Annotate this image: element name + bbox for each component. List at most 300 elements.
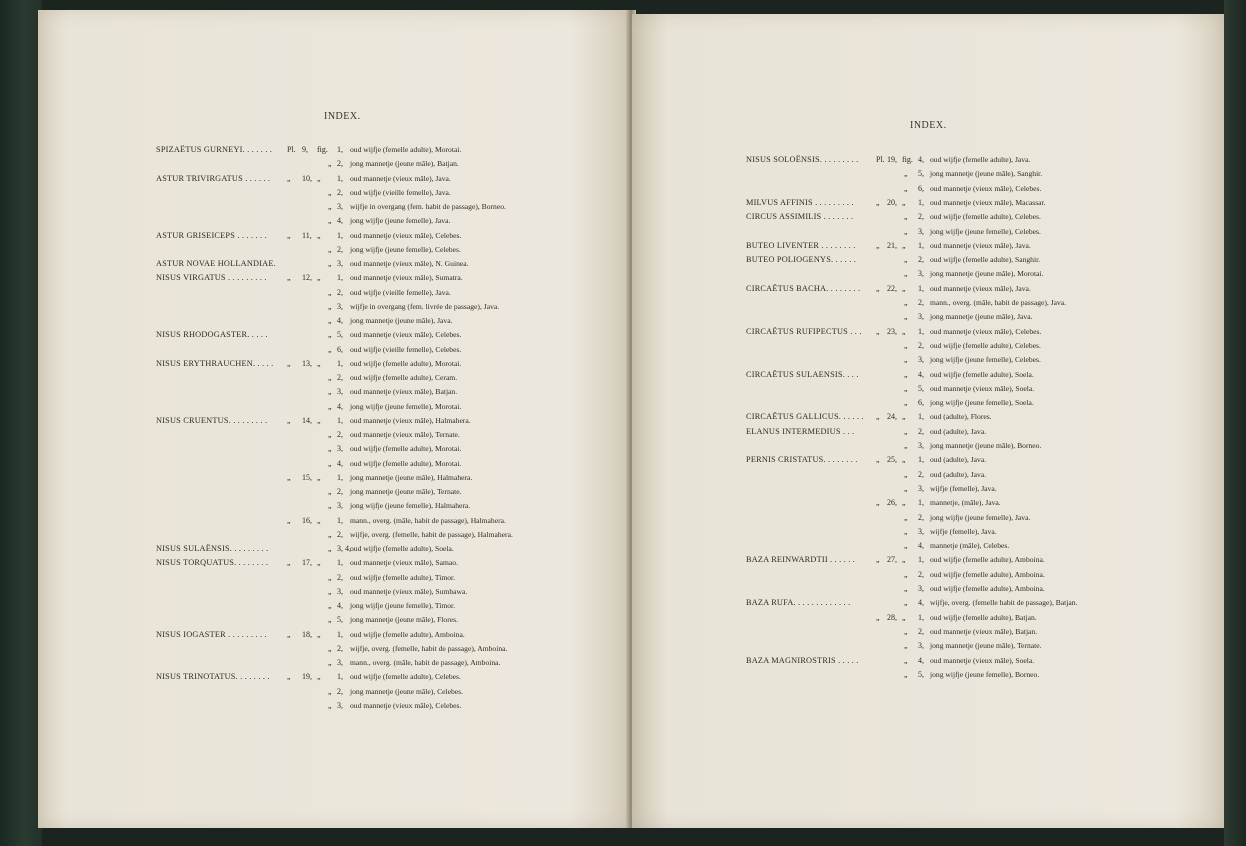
ditto-mark: „ <box>328 202 332 211</box>
plate-label: „ <box>876 240 880 250</box>
specimen-description: oud wijfje (femelle adulte), Amboina. <box>930 569 1045 579</box>
figure-number: 2, <box>337 373 343 382</box>
index-entry <box>632 568 1212 582</box>
plate-label: „ <box>876 498 880 508</box>
plate-number: 17, <box>302 558 312 568</box>
specimen-description: oud mannetje (vieux mâle), Java. <box>930 283 1031 293</box>
ditto-mark: „ <box>328 244 332 254</box>
figure-label: „ <box>902 326 906 336</box>
specimen-description: oud mannetje (vieux mâle), Samao. <box>350 558 458 568</box>
index-entry <box>38 186 618 200</box>
index-entry <box>632 482 1212 496</box>
specimen-description: wijfje in overgang (fem. livrée de passage), Java. <box>350 301 500 311</box>
figure-number: 6, <box>918 398 924 408</box>
plate-label: „ <box>876 612 880 622</box>
ditto-mark: „ <box>904 483 908 493</box>
ditto-mark: „ <box>328 430 332 439</box>
figure-number: 2, <box>918 626 924 636</box>
species-name: SPIZAËTUS GURNEYI. . . . . . . <box>156 145 273 154</box>
index-entry <box>38 628 618 642</box>
figure-number: 3, <box>918 584 924 593</box>
specimen-description: oud wijfje (femelle adulte), Batjan. <box>930 612 1037 622</box>
specimen-description: oud mannetje (vieux mâle), Celebes. <box>350 230 462 240</box>
specimen-description: oud wijfje (femelle adulte), Timor. <box>350 572 456 582</box>
specimen-description: wijfje (femelle), Java. <box>930 483 997 493</box>
species-name: CIRCAËTUS BACHA. . . . . . . . <box>746 283 861 293</box>
specimen-description: oud mannetje (vieux mâle), Macassar. <box>930 197 1046 207</box>
index-entry <box>632 539 1212 553</box>
index-entry <box>38 542 618 556</box>
species-name: BAZA REINWARDTII . . . . . . <box>746 555 856 565</box>
index-entry <box>38 499 618 513</box>
figure-number: 4, <box>337 216 343 226</box>
index-entry <box>38 442 618 456</box>
ditto-mark: „ <box>904 469 908 479</box>
figure-number: 2, <box>918 298 924 307</box>
specimen-description: oud mannetje (vieux mâle), Batjan. <box>930 626 1038 636</box>
ditto-mark: „ <box>328 586 332 596</box>
ditto-mark: „ <box>904 598 908 608</box>
plate-label: „ <box>876 455 880 465</box>
species-name: NISUS VIRGATUS . . . . . . . . . <box>156 273 267 283</box>
figure-number: 5, <box>337 330 343 340</box>
plate-number: 13, <box>302 358 312 368</box>
plate-number: 9, <box>302 145 308 154</box>
index-entry <box>38 357 618 371</box>
ditto-mark: „ <box>328 643 332 653</box>
plate-number: 24, <box>887 412 897 422</box>
figure-number: 3, <box>337 700 343 710</box>
specimen-description: mann., overg. (mâle, habit de passage), Amboina. <box>350 658 501 667</box>
plate-number: 19, <box>887 155 897 164</box>
ditto-mark: „ <box>328 159 332 169</box>
ditto-mark: „ <box>328 458 332 468</box>
figure-number: 1, <box>918 240 924 250</box>
species-name: NISUS TRINOTATUS. . . . . . . . <box>156 672 270 682</box>
ditto-mark: „ <box>328 387 332 397</box>
ditto-mark: „ <box>328 316 332 325</box>
specimen-description: jong wijfje (jeune femelle), Celebes. <box>930 226 1041 236</box>
ditto-mark: „ <box>904 669 908 679</box>
species-name: CIRCAËTUS GALLICUS. . . . . . <box>746 412 864 422</box>
figure-label: „ <box>317 230 321 240</box>
plate-number: 22, <box>887 283 897 293</box>
species-name: NISUS IOGASTER . . . . . . . . . <box>156 629 267 639</box>
index-entry <box>38 172 618 186</box>
figure-number: 4, <box>337 316 343 325</box>
figure-number: 2, <box>918 469 924 479</box>
index-entry <box>632 553 1212 567</box>
figure-number: 3, <box>337 444 343 454</box>
figure-number: 3, <box>337 202 343 211</box>
index-entry <box>38 400 618 414</box>
figure-number: 1, <box>918 283 924 293</box>
plate-label: „ <box>287 672 291 682</box>
figure-number: 3, <box>337 586 343 596</box>
index-entry <box>38 599 618 613</box>
figure-number: 3, <box>918 441 924 450</box>
index-entry <box>632 339 1212 353</box>
figure-label: „ <box>902 412 906 422</box>
figure-number: 2, <box>918 340 924 350</box>
figure-number: 4, <box>337 401 343 411</box>
index-entry <box>632 625 1212 639</box>
ditto-mark: „ <box>328 344 332 354</box>
specimen-description: jong wijfje (jeune femelle), Java. <box>350 216 451 226</box>
figure-number: 1, <box>918 498 924 508</box>
index-entry <box>632 611 1212 625</box>
figure-number: 2, <box>337 187 343 197</box>
figure-number: 3, <box>337 301 343 311</box>
figure-label: „ <box>317 273 321 283</box>
species-name: BUTEO LIVENTER . . . . . . . . <box>746 240 856 250</box>
specimen-description: oud mannetje (vieux mâle), Celebes. <box>930 326 1042 336</box>
plate-label: „ <box>287 273 291 283</box>
ditto-mark: „ <box>328 216 332 226</box>
specimen-description: jong wijfje (jeune femelle), Celebes. <box>930 355 1041 365</box>
specimen-description: jong wijfje (jeune femelle), Celebes. <box>350 244 461 254</box>
specimen-description: mannetje, (mâle), Java. <box>930 498 1001 508</box>
figure-label: „ <box>902 283 906 293</box>
figure-number: 3, <box>918 355 924 365</box>
index-entry <box>632 496 1212 510</box>
species-name: NISUS ERYTHRAUCHEN. . . . . <box>156 358 274 368</box>
figure-number: 2, <box>918 426 924 436</box>
specimen-description: jong wijfje (jeune femelle), Borneo. <box>930 669 1040 679</box>
figure-label: „ <box>902 555 906 565</box>
index-entry <box>38 314 618 328</box>
index-entry <box>632 410 1212 424</box>
specimen-description: jong mannetje (jeune mâle), Celebes. <box>350 686 464 696</box>
ditto-mark: „ <box>904 426 908 436</box>
figure-number: 3, <box>918 483 924 493</box>
plate-number: 28, <box>887 612 897 622</box>
ditto-mark: „ <box>904 398 908 408</box>
specimen-description: oud (adulte), Java. <box>930 426 987 436</box>
index-entry <box>632 167 1212 181</box>
figure-number: 2, <box>337 430 343 439</box>
ditto-mark: „ <box>328 501 332 511</box>
plate-number: 11, <box>302 230 312 240</box>
figure-label: „ <box>317 515 321 525</box>
figure-number: 3, <box>918 269 924 279</box>
plate-number: 18, <box>302 629 312 639</box>
index-entry <box>632 267 1212 281</box>
figure-number: 3, <box>918 226 924 236</box>
plate-number: 25, <box>887 455 897 465</box>
index-entry <box>38 471 618 485</box>
specimen-description: oud mannetje (vieux mâle), N. Guinea. <box>350 259 469 268</box>
plate-label: „ <box>287 629 291 639</box>
index-entry <box>38 271 618 285</box>
ditto-mark: „ <box>328 287 332 297</box>
figure-number: 2, <box>337 244 343 254</box>
figure-number: 1, <box>337 230 343 240</box>
ditto-mark: „ <box>328 401 332 411</box>
index-entry <box>38 229 618 243</box>
ditto-mark: „ <box>904 226 908 236</box>
figure-number: 4, <box>918 369 924 379</box>
specimen-description: oud mannetje (vieux mâle), Celebes. <box>350 700 462 710</box>
specimen-description: jong wijfje (jeune femelle), Halmahera. <box>350 501 471 511</box>
plate-number: 26, <box>887 498 897 508</box>
figure-label: „ <box>902 498 906 508</box>
specimen-description: oud (adulte), Flores. <box>930 412 992 422</box>
plate-label: „ <box>876 555 880 565</box>
specimen-description: oud wijfje (femelle adulte), Morotai. <box>350 145 462 154</box>
specimen-description: jong mannetje (jeune mâle), Sanghir. <box>930 169 1043 179</box>
index-entry <box>632 310 1212 324</box>
figure-label: „ <box>317 472 321 482</box>
index-entry <box>38 642 618 656</box>
figure-number: 1, <box>337 472 343 482</box>
figure-number: 4, <box>918 541 924 551</box>
ditto-mark: „ <box>904 269 908 279</box>
ditto-mark: „ <box>904 340 908 350</box>
index-entry <box>632 296 1212 310</box>
page-heading: INDEX. <box>910 120 947 131</box>
index-entry <box>632 368 1212 382</box>
index-entry <box>38 457 618 471</box>
plate-label: „ <box>287 415 291 425</box>
specimen-description: jong wijfje (jeune femelle), Java. <box>930 512 1031 522</box>
plate-label: „ <box>287 472 291 482</box>
index-entry <box>38 328 618 342</box>
figure-number: 2, <box>337 159 343 169</box>
figure-number: 4, <box>918 155 924 164</box>
specimen-description: oud wijfje (femelle adulte), Morotai. <box>350 458 462 468</box>
figure-label: „ <box>317 173 321 183</box>
plate-label: Pl. <box>876 155 885 164</box>
ditto-mark: „ <box>328 301 332 311</box>
specimen-description: oud wijfje (femelle adulte), Sanghir. <box>930 255 1041 265</box>
figure-number: 1, <box>337 358 343 368</box>
figure-number: 3, <box>918 312 924 322</box>
ditto-mark: „ <box>904 569 908 579</box>
index-entry <box>632 353 1212 367</box>
ditto-mark: „ <box>328 572 332 582</box>
index-entry <box>38 286 618 300</box>
ditto-mark: „ <box>328 658 332 667</box>
index-entry <box>632 439 1212 453</box>
plate-number: 21, <box>887 240 897 250</box>
figure-number: 3, <box>918 641 924 651</box>
species-name: MILVUS AFFINIS . . . . . . . . . <box>746 197 854 207</box>
species-name: NISUS CRUENTUS. . . . . . . . . <box>156 415 268 425</box>
specimen-description: oud wijfje (vieille femelle), Java. <box>350 187 451 197</box>
ditto-mark: „ <box>904 183 908 193</box>
specimen-description: mann., overg. (mâle, habit de passage), Halmahera. <box>350 515 506 525</box>
ditto-mark: „ <box>328 444 332 454</box>
ditto-mark: „ <box>904 298 908 307</box>
ditto-mark: „ <box>328 487 332 496</box>
figure-label: „ <box>902 455 906 465</box>
index-entry <box>632 511 1212 525</box>
figure-number: 2, <box>337 686 343 696</box>
index-entry <box>632 382 1212 396</box>
species-name: ASTUR TRIVIRGATUS . . . . . . <box>156 173 271 183</box>
figure-number: 3, <box>337 259 343 268</box>
specimen-description: oud (adulte), Java. <box>930 455 987 465</box>
specimen-description: oud wijfje (femelle adulte), Soela. <box>930 369 1034 379</box>
specimen-description: oud wijfje (femelle adulte), Morotai. <box>350 444 462 454</box>
plate-label: „ <box>876 412 880 422</box>
figure-number: 2, <box>337 487 343 496</box>
figure-number: 3, <box>337 501 343 511</box>
specimen-description: jong mannetje (jeune mâle), Morotai. <box>930 269 1044 279</box>
index-entry <box>38 143 618 157</box>
species-name: PERNIS CRISTATUS. . . . . . . . <box>746 455 858 465</box>
specimen-description: jong mannetje (jeune mâle), Batjan. <box>350 159 459 169</box>
index-entry <box>38 414 618 428</box>
specimen-description: oud mannetje (vieux mâle), Sumbawa. <box>350 586 468 596</box>
ditto-mark: „ <box>904 655 908 665</box>
plate-label: „ <box>876 283 880 293</box>
ditto-mark: „ <box>328 601 332 610</box>
index-entry <box>632 582 1212 596</box>
index-entry <box>632 153 1212 167</box>
index-entry <box>38 428 618 442</box>
index-entry <box>38 656 618 670</box>
plate-number: 16, <box>302 515 312 525</box>
ditto-mark: „ <box>904 512 908 522</box>
index-entry <box>632 596 1212 610</box>
specimen-description: wijfje, overg. (femelle habit de passage), Batjan. <box>930 598 1078 608</box>
specimen-description: jong mannetje (jeune mâle), Flores. <box>350 615 458 625</box>
plate-label: Pl. <box>287 145 296 154</box>
specimen-description: oud mannetje (vieux mâle), Soela. <box>930 383 1035 393</box>
figure-number: 5, <box>918 383 924 393</box>
index-entry <box>38 571 618 585</box>
figure-number: 1, <box>337 672 343 682</box>
specimen-description: jong mannetje (jeune mâle), Ternate. <box>350 487 462 496</box>
index-entry <box>38 214 618 228</box>
figure-number: 2, <box>337 572 343 582</box>
specimen-description: oud wijfje (femelle adulte), Celebes. <box>930 212 1041 222</box>
specimen-description: wijfje, overg. (femelle, habit de passage), Amboina. <box>350 643 508 653</box>
index-entry <box>632 668 1212 682</box>
plate-label: „ <box>287 173 291 183</box>
book-binding-right <box>1224 0 1246 846</box>
specimen-description: oud wijfje (femelle adulte), Amboina. <box>930 555 1045 565</box>
plate-label: „ <box>287 558 291 568</box>
index-entry <box>38 556 618 570</box>
specimen-description: oud wijfje (femelle adulte), Soela. <box>350 544 454 553</box>
index-entry <box>632 239 1212 253</box>
figure-number: 4, <box>918 655 924 665</box>
index-entry <box>632 210 1212 224</box>
ditto-mark: „ <box>328 529 332 539</box>
plate-label: „ <box>876 326 880 336</box>
left-page <box>38 10 630 828</box>
index-entry <box>38 385 618 399</box>
species-name: ELANUS INTERMEDIUS . . . <box>746 426 855 436</box>
index-entry <box>38 613 618 627</box>
figure-number: 4, <box>337 601 343 610</box>
ditto-mark: „ <box>328 686 332 696</box>
plate-number: 19, <box>302 672 312 682</box>
plate-label: „ <box>876 197 880 207</box>
figure-number: 3, <box>337 387 343 397</box>
index-entry <box>632 325 1212 339</box>
specimen-description: oud mannetje (vieux mâle), Celebes. <box>350 330 462 340</box>
plate-number: 23, <box>887 326 897 336</box>
index-entry <box>632 182 1212 196</box>
ditto-mark: „ <box>328 187 332 197</box>
ditto-mark: „ <box>328 373 332 382</box>
index-entry <box>632 425 1212 439</box>
ditto-mark: „ <box>328 259 332 268</box>
plate-number: 12, <box>302 273 312 283</box>
specimen-description: oud wijfje (femelle adulte), Amboina. <box>930 584 1045 593</box>
figure-number: 1, <box>337 145 343 154</box>
figure-number: 5, <box>918 169 924 179</box>
ditto-mark: „ <box>904 641 908 651</box>
figure-number: 3, <box>337 658 343 667</box>
specimen-description: wijfje, overg. (femelle, habit de passage), Halmahera. <box>350 529 513 539</box>
plate-label: „ <box>287 358 291 368</box>
index-entry <box>632 639 1212 653</box>
plate-number: 27, <box>887 555 897 565</box>
specimen-description: jong mannetje (jeune mâle), Borneo. <box>930 441 1042 450</box>
figure-label: „ <box>317 672 321 682</box>
index-entry <box>632 396 1212 410</box>
index-entry <box>632 525 1212 539</box>
ditto-mark: „ <box>904 369 908 379</box>
figure-label: „ <box>902 240 906 250</box>
specimen-description: oud wijfje (femelle adulte), Celebes. <box>350 672 461 682</box>
index-entry <box>38 528 618 542</box>
figure-number: 1, <box>337 415 343 425</box>
index-entry <box>38 670 618 684</box>
specimen-description: oud mannetje (vieux mâle), Soela. <box>930 655 1035 665</box>
figure-number: 1, <box>918 197 924 207</box>
specimen-description: oud mannetje (vieux mâle), Ternate. <box>350 430 460 439</box>
ditto-mark: „ <box>904 526 908 536</box>
index-entry <box>632 225 1212 239</box>
figure-number: 6, <box>337 344 343 354</box>
index-entry <box>38 300 618 314</box>
ditto-mark: „ <box>904 441 908 450</box>
specimen-description: jong mannetje (jeune mâle), Ternate. <box>930 641 1042 651</box>
index-entry <box>38 157 618 171</box>
specimen-description: oud wijfje (femelle adulte), Ceram. <box>350 373 458 382</box>
figure-number: 4, <box>918 598 924 608</box>
figure-number: 2, <box>918 512 924 522</box>
index-entry <box>38 257 618 271</box>
figure-number: 2, <box>918 212 924 222</box>
figure-number: 1, <box>337 273 343 283</box>
specimen-description: oud wijfje (femelle adulte), Morotai. <box>350 358 462 368</box>
specimen-description: jong mannetje (jeune mâle), Halmahera. <box>350 472 473 482</box>
ditto-mark: „ <box>904 212 908 222</box>
specimen-description: oud (adulte), Java. <box>930 469 987 479</box>
figure-number: 3, 4, <box>337 544 351 553</box>
figure-number: 5, <box>337 615 343 625</box>
index-entry <box>38 514 618 528</box>
figure-number: 1, <box>918 326 924 336</box>
plate-number: 20, <box>887 197 897 207</box>
species-name: ASTUR GRISEICEPS . . . . . . . <box>156 230 267 240</box>
species-name: BAZA RUFA. . . . . . . . . . . . . <box>746 598 851 608</box>
figure-number: 1, <box>337 173 343 183</box>
species-name: CIRCAËTUS RUFIPECTUS . . . <box>746 326 862 336</box>
specimen-description: jong wijfje (jeune femelle), Timor. <box>350 601 456 610</box>
specimen-description: oud mannetje (vieux mâle), Java. <box>350 173 451 183</box>
book-binding-left <box>0 0 42 846</box>
species-name: NISUS RHODOGASTER. . . . . <box>156 330 268 340</box>
ditto-mark: „ <box>904 626 908 636</box>
